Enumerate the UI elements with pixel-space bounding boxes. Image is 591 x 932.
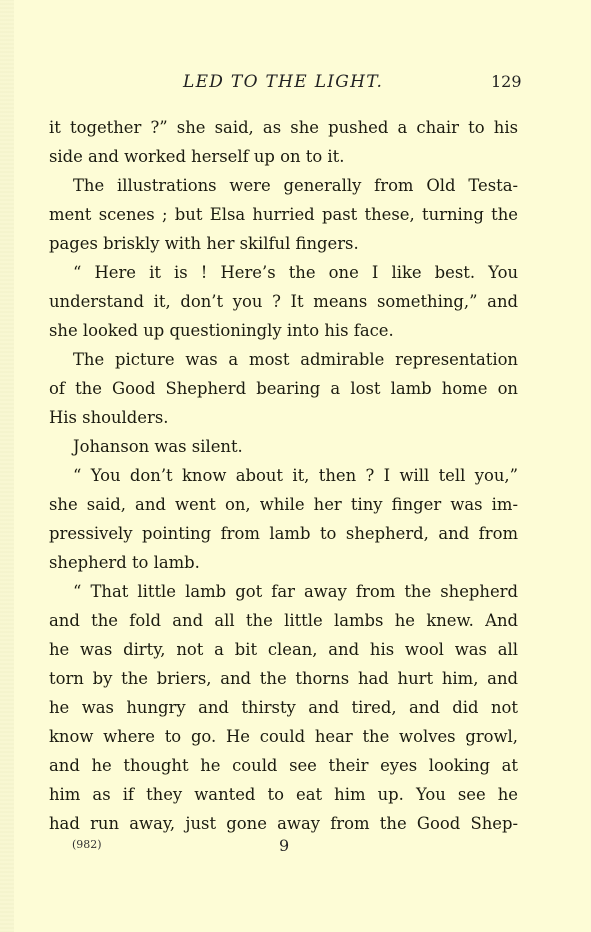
text-line: he was hungry and thirsty and tired, and did not [49,698,518,717]
text-line: of the Good Shepherd bearing a lost lamb home on [49,379,518,398]
running-title: LED TO THE LIGHT. [183,72,384,92]
page-number: 129 [491,72,522,91]
text-line: The picture was a most admirable representation [73,350,518,369]
text-line: it together ?” she said, as she pushed a chair to his [49,118,518,137]
signature-number: 9 [279,836,290,855]
text-line: and the fold and all the little lambs he knew. And [49,611,518,630]
signature-mark: (982) [72,838,102,851]
text-line: pressively pointing from lamb to shepherd, and from [49,524,518,543]
text-line: side and worked herself up on to it. [49,147,345,166]
text-line: shepherd to lamb. [49,553,200,572]
body-text [49,113,518,838]
page-gutter [0,0,14,932]
text-line: “ You don’t know about it, then ? I will tell you,” [73,466,518,485]
text-line: he was dirty, not a bit clean, and his wool was all [49,640,518,659]
text-line: “ That little lamb got far away from the shepherd [73,582,518,601]
text-line: The illustrations were generally from Old Testa- [73,176,518,195]
running-head [0,72,591,96]
text-line: torn by the briers, and the thorns had hurt him, and [49,669,518,688]
text-line: understand it, don’t you ? It means something,” and [49,292,518,311]
text-line: “ Here it is ! Here’s the one I like best. You [73,263,518,282]
text-line: Johanson was silent. [73,437,243,456]
text-line: she said, and went on, while her tiny finger was im- [49,495,518,514]
text-line: ment scenes ; but Elsa hurried past these, turning the [49,205,518,224]
text-line: pages briskly with her skilful fingers. [49,234,359,253]
text-line: him as if they wanted to eat him up. You see he [49,785,518,804]
text-line: and he thought he could see their eyes looking at [49,756,518,775]
text-line: know where to go. He could hear the wolves growl, [49,727,518,746]
text-line: she looked up questioningly into his face. [49,321,394,340]
text-line: His shoulders. [49,408,169,427]
text-line: had run away, just gone away from the Good Shep- [49,814,518,833]
